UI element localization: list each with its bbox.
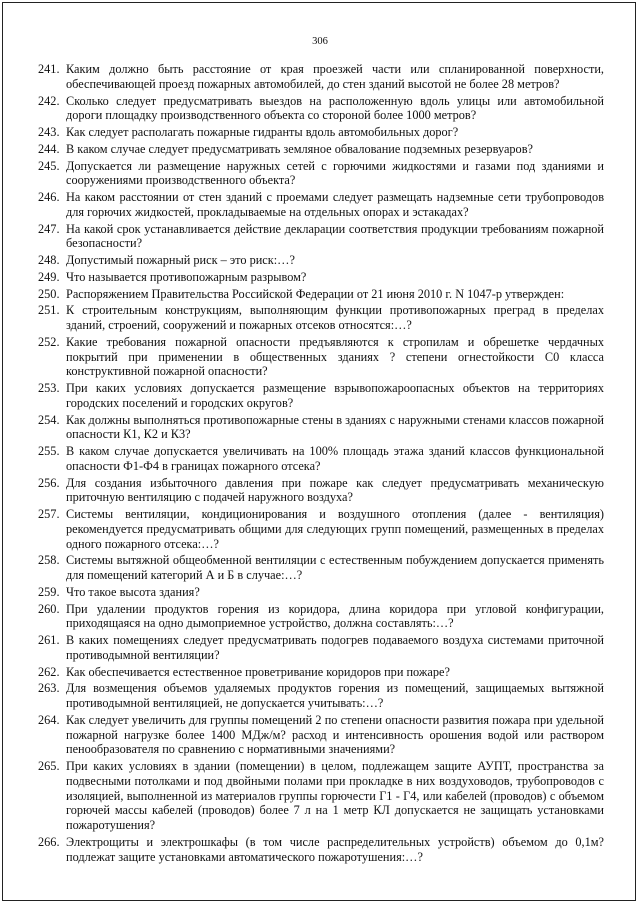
question-number: 242. (38, 93, 60, 108)
question-number: 251. (38, 303, 60, 318)
question-number: 243. (38, 125, 60, 139)
question-number: 250. (38, 286, 60, 301)
question-text: В каком случае следует предусматривать земляное обвалование подземных резервуаров? (66, 141, 533, 156)
question-list (38, 62, 604, 866)
question-item (38, 553, 604, 582)
question-item (38, 507, 604, 551)
question-text: Для создания избыточного давления при пожаре как следует предусматривать механическую приточную вентиляцию с подачей наружного воздуха? (66, 475, 604, 505)
question-item (38, 681, 604, 710)
question-number: 257. (38, 507, 60, 522)
question-item (38, 665, 604, 680)
question-item (38, 142, 604, 157)
question-item (38, 287, 604, 302)
question-text: Какие требования пожарной опасности предъявляются к стропилам и обрешетке чердачных покрытий при применении в общественных зданиях ? степени огнестойкости С0 класса конструктивной пожарной опасности? (66, 334, 604, 379)
question-text: При каких условиях в здании (помещении) в целом, подлежащем защите АУПТ, пространства за подвесными потолками и под двойными полами при прокладке в них воздуховодов, трубопроводов с изоляцией, выполненной из материалов группы горючести Г1 - Г4, или кабелей (проводов) с объемом горючей массы кабелей (проводов) более 7 л на 1 метр КЛ допускается не защищать установками пожаротушения? (66, 759, 604, 832)
question-item (38, 633, 604, 662)
question-number: 254. (38, 412, 60, 427)
question-number: 263. (38, 681, 60, 696)
question-text: Что называется противопожарным разрывом? (66, 269, 307, 284)
question-number: 248. (38, 253, 60, 268)
question-item (38, 413, 604, 442)
question-item (38, 602, 604, 631)
question-text: Системы вытяжной общеобменной вентиляции с естественным побуждением допускается применять для помещений категорий А и Б в случае:…? (66, 553, 604, 583)
question-text: Системы вентиляции, кондиционирования и воздушного отопления (далее - вентиляция) рекомендуется предусматривать общими для следующих групп помещений, размещенных в пределах одного пожарного отсека:…? (66, 507, 604, 551)
page-number: 306 (312, 36, 328, 47)
question-text: Электрощиты и электрошкафы (в том числе распределительных устройств) объемом до 0,1м? подлежат защите установками автоматического пожаротушения:…? (66, 834, 604, 864)
question-number: 241. (38, 62, 60, 76)
question-number: 264. (38, 712, 60, 727)
question-text: На какой срок устанавливается действие декларации соответствия продукции требованиям пожарной безопасности? (66, 221, 604, 251)
question-item (38, 476, 604, 505)
question-text: В каких помещениях следует предусматривать подогрев подаваемого воздуха системами приточной противодымной вентиляции? (66, 633, 604, 662)
question-text: При каких условиях допускается размещение взрывопожароопасных объектов на территориях городских поселений и городских округов? (66, 381, 604, 410)
question-item (38, 759, 604, 833)
question-number: 259. (38, 584, 60, 599)
question-item (38, 159, 604, 188)
question-text: На каком расстоянии от стен зданий с проемами следует размещать надземные сети трубопроводов для горючих жидкостей, прокладываемые на отдельных опорах и эстакадах? (66, 190, 604, 219)
question-text: Что такое высота здания? (66, 584, 200, 599)
question-number: 252. (38, 334, 60, 349)
question-number: 261. (38, 633, 60, 648)
question-number: 245. (38, 158, 60, 173)
question-text: Для возмещения объемов удаляемых продуктов горения из помещений, защищаемых вытяжной противодымной вентиляцией, не допускается учитывать:…? (66, 681, 604, 711)
question-text: Допустимый пожарный риск – это риск:…? (66, 253, 295, 268)
question-number: 247. (38, 221, 60, 236)
question-number: 258. (38, 553, 60, 568)
question-number: 246. (38, 190, 60, 205)
question-item (38, 713, 604, 757)
question-item (38, 62, 604, 91)
question-text: В каком случае допускается увеличивать на 100% площадь этажа зданий классов функциональной опасности Ф1-Ф4 в границах пожарного отсека? (66, 444, 604, 473)
question-item (38, 222, 604, 251)
question-number: 253. (38, 381, 60, 396)
question-item (38, 270, 604, 285)
question-item (38, 94, 604, 123)
question-item (38, 381, 604, 410)
question-text: Как следует увеличить для группы помещений 2 по степени опасности развития пожара при удельной пожарной нагрузке более 1400 МДж/м? расход и интенсивность орошения водой или раствором пенообразователя по сравнению с нормативными значениями? (66, 712, 604, 757)
question-text: Допускается ли размещение наружных сетей с горючими жидкостями и газами под зданиями и сооружениями производственного объекта? (66, 158, 604, 188)
question-item (38, 303, 604, 332)
question-text: Как должны выполняться противопожарные стены в зданиях с наружными стенами классов пожарной опасности К1, К2 и К3? (66, 412, 604, 442)
question-text: Как обеспечивается естественное проветривание коридоров при пожаре? (66, 664, 450, 679)
question-item (38, 253, 604, 268)
question-number: 266. (38, 834, 60, 849)
question-number: 249. (38, 269, 60, 284)
question-text: При удалении продуктов горения из коридора, длина коридора при угловой конфигурации, приходящаяся на одно дымоприемное устройство, должна составлять:…? (66, 601, 604, 631)
question-number: 256. (38, 475, 60, 490)
question-text: К строительным конструкциям, выполняющим функции противопожарных преград в пределах зданий, строений, сооружений и пожарных отсеков относятся:…? (66, 303, 604, 333)
question-text: Как следует располагать пожарные гидранты вдоль автомобильных дорог? (66, 125, 459, 139)
question-number: 255. (38, 444, 60, 459)
question-item (38, 444, 604, 473)
question-item (38, 835, 604, 864)
question-item (38, 335, 604, 379)
question-number: 260. (38, 601, 60, 616)
question-text: Каким должно быть расстояние от края проезжей части или спланированной поверхности, обеспечивающей проезд пожарных автомобилей, до стен зданий высотой не более 28 метров? (66, 62, 604, 91)
question-item (38, 585, 604, 600)
question-text: Сколько следует предусматривать выездов на расположенную вдоль улицы или автомобильной дороги площадку производственного объекта со стороной более 1000 метров? (66, 93, 604, 123)
question-number: 244. (38, 141, 60, 156)
question-text: Распоряжением Правительства Российской Федерации от 21 июня 2010 г. N 1047-р утвержден: (66, 286, 565, 301)
question-number: 262. (38, 664, 60, 679)
question-number: 265. (38, 759, 60, 774)
question-item (38, 125, 604, 140)
question-item (38, 190, 604, 219)
